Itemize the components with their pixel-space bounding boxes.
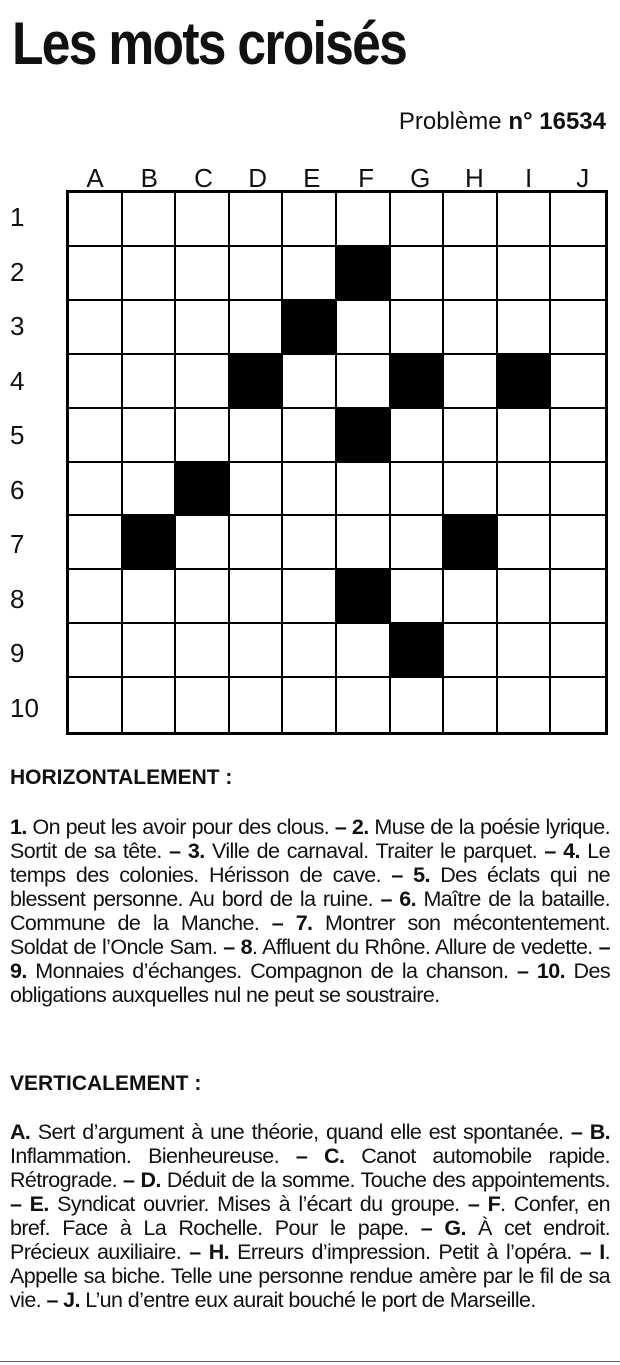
black-cell [283, 301, 337, 355]
grid-cell[interactable] [337, 463, 391, 517]
grid-cell[interactable] [551, 409, 605, 463]
grid-cell[interactable] [69, 624, 123, 678]
black-cell [123, 516, 177, 570]
grid-cell[interactable] [123, 570, 177, 624]
black-cell [498, 355, 552, 409]
grid-cell[interactable] [444, 678, 498, 732]
grid-cell[interactable] [69, 193, 123, 247]
clue-text: Erreurs d’impression. Petit à l’opéra. [229, 1240, 580, 1264]
black-cell [337, 570, 391, 624]
grid-cell[interactable] [176, 678, 230, 732]
clue-text: Des obligations auxquelles nul ne peut se soustraire. [10, 959, 610, 1007]
row-label: 4 [10, 365, 25, 396]
grid-cell[interactable] [123, 247, 177, 301]
grid-cell[interactable] [230, 624, 284, 678]
grid-cell[interactable] [176, 301, 230, 355]
horizontal-heading: HORIZONTALEMENT : [10, 766, 233, 789]
grid-cell[interactable] [498, 678, 552, 732]
clue-number: – J. [46, 1288, 80, 1312]
grid-cell[interactable] [283, 516, 337, 570]
grid-cell[interactable] [337, 624, 391, 678]
clue-number: – 4. [544, 839, 580, 863]
black-cell [176, 463, 230, 517]
clue-text: À cet endroit. Précieux auxiliaire. [10, 1216, 611, 1264]
grid-cell[interactable] [230, 516, 284, 570]
row-labels [10, 190, 60, 735]
grid-cell[interactable] [444, 193, 498, 247]
clue-text: . Appelle sa biche. Telle une personne rendue amère par le fil de sa vie. [10, 1240, 610, 1312]
clue [10, 815, 335, 839]
grid-cell[interactable] [551, 678, 605, 732]
grid-cell[interactable] [444, 463, 498, 517]
clue-number: – 7. [271, 911, 313, 935]
clue-text: Muse de la poésie lyrique. Sortit de sa tête. [10, 815, 611, 863]
column-label: D [248, 163, 268, 193]
clue [10, 1192, 468, 1216]
grid-cell[interactable] [176, 247, 230, 301]
column-label: C [194, 163, 213, 193]
grid-cell[interactable] [498, 409, 552, 463]
clue-number: – 5. [391, 863, 430, 887]
clue-number: – 6. [380, 887, 417, 911]
grid-cell[interactable] [444, 624, 498, 678]
grid-cell[interactable] [391, 301, 445, 355]
grid-cell[interactable] [123, 301, 177, 355]
row-label: 10 [10, 692, 39, 723]
grid-cell[interactable] [123, 624, 177, 678]
clue [223, 935, 598, 959]
grid-cell[interactable] [283, 624, 337, 678]
clue-text: Ville de carnaval. Traiter le parquet. [204, 839, 545, 863]
grid-cell[interactable] [444, 355, 498, 409]
grid-cell[interactable] [283, 678, 337, 732]
clue [46, 1288, 535, 1312]
clue-text: Syndicat ouvrier. Mises à l’écart du groupe. [48, 1192, 468, 1216]
grid-cell[interactable] [69, 463, 123, 517]
black-cell [391, 355, 445, 409]
clue-number: – G. [420, 1216, 466, 1240]
clue-text: Inflammation. Bienheureuse. [10, 1144, 296, 1168]
grid-cell[interactable] [444, 301, 498, 355]
clue-number: – E. [10, 1192, 49, 1216]
grid-cell[interactable] [123, 355, 177, 409]
row-label: 8 [10, 583, 25, 614]
grid-cell[interactable] [551, 516, 605, 570]
grid-cell[interactable] [444, 247, 498, 301]
clue-text: . Confer, en bref. Face à La Rochelle. Pour le pape. [10, 1192, 610, 1240]
grid-cell[interactable] [391, 570, 445, 624]
clue-text: Des éclats qui ne blessent personne. Au bord de la ruine. [10, 863, 610, 911]
grid-cell[interactable] [498, 463, 552, 517]
grid-cell[interactable] [230, 247, 284, 301]
grid-cell[interactable] [69, 247, 123, 301]
black-cell [391, 624, 445, 678]
column-label: A [86, 163, 104, 193]
row-label: 9 [10, 638, 25, 668]
clue-number: – B. [570, 1120, 610, 1144]
row-label: 3 [10, 311, 25, 341]
row-label: 2 [10, 256, 25, 287]
black-cell [230, 355, 284, 409]
grid-cell[interactable] [283, 193, 337, 247]
grid-cell[interactable] [230, 301, 284, 355]
grid-cell[interactable] [498, 624, 552, 678]
grid-cell[interactable] [391, 247, 445, 301]
clue [10, 1120, 571, 1144]
grid-cell[interactable] [230, 570, 284, 624]
clue-text: Montrer son mécontentement. Soldat de l’Oncle Sam. [10, 911, 611, 959]
column-label: B [140, 163, 158, 193]
grid-cell[interactable] [337, 678, 391, 732]
column-label: I [524, 163, 533, 193]
grid-cell[interactable] [123, 678, 177, 732]
clue-text: L’un d’entre eux aurait bouché le port de Marseille. [79, 1288, 536, 1312]
row-label: 5 [10, 420, 25, 450]
grid-cell[interactable] [69, 516, 123, 570]
row-label: 1 [10, 202, 25, 232]
grid-cell[interactable] [176, 624, 230, 678]
clue-number: – 2. [334, 815, 369, 839]
grid-cell[interactable] [230, 463, 284, 517]
clue-text: Monnaies d’échanges. Compagnon de la chanson. [26, 959, 517, 983]
grid-cell[interactable] [283, 570, 337, 624]
clue-number: – F [467, 1192, 501, 1216]
grid-cell[interactable] [176, 409, 230, 463]
grid-cell[interactable] [444, 409, 498, 463]
grid-cell[interactable] [337, 516, 391, 570]
vertical-heading: VERTICALEMENT : [10, 1072, 202, 1095]
clue-text: Canot automobile rapide. Rétrograde. [10, 1144, 610, 1192]
grid-cell[interactable] [391, 516, 445, 570]
grid-cell[interactable] [230, 193, 284, 247]
column-label: F [358, 163, 374, 193]
problem-number [399, 108, 606, 136]
grid-cell[interactable] [551, 247, 605, 301]
grid-cell[interactable] [498, 193, 552, 247]
black-cell [337, 247, 391, 301]
grid-cell[interactable] [444, 570, 498, 624]
clue-number: A. [10, 1120, 31, 1144]
clue-number: – I [579, 1240, 605, 1264]
grid-cell[interactable] [123, 409, 177, 463]
clue [169, 839, 544, 863]
grid-cell[interactable] [69, 301, 123, 355]
horizontal-clues [10, 815, 610, 1007]
grid-cell[interactable] [283, 247, 337, 301]
clue [123, 1168, 610, 1192]
grid-cell[interactable] [498, 301, 552, 355]
grid-cell[interactable] [230, 678, 284, 732]
clue-number: – 9. [10, 935, 611, 983]
column-label: H [465, 163, 484, 193]
grid-cell[interactable] [283, 409, 337, 463]
grid-cell[interactable] [391, 463, 445, 517]
clue-number: 1. [10, 815, 27, 839]
bottom-divider [0, 1361, 620, 1362]
row-label: 7 [10, 529, 25, 559]
black-cell [337, 409, 391, 463]
grid-cell[interactable] [69, 570, 123, 624]
clue-text: Le temps des colonies. Hérisson de cave. [10, 839, 610, 887]
grid-cell[interactable] [337, 301, 391, 355]
grid-cell[interactable] [123, 193, 177, 247]
grid-cell[interactable] [176, 355, 230, 409]
clue-number: – H. [189, 1240, 229, 1264]
grid-cell[interactable] [337, 193, 391, 247]
crossword-grid [66, 190, 608, 735]
grid-cell[interactable] [391, 678, 445, 732]
grid-cell[interactable] [391, 409, 445, 463]
problem-label: Problème [398, 108, 502, 135]
grid-cell[interactable] [283, 355, 337, 409]
grid-cell[interactable] [498, 570, 552, 624]
clue-text: Déduit de la somme. Touche des appointements. [160, 1168, 611, 1192]
grid-cell[interactable] [337, 355, 391, 409]
clue-number: – C. [295, 1144, 345, 1168]
grid-cell[interactable] [69, 409, 123, 463]
grid-cell[interactable] [176, 193, 230, 247]
grid-cell[interactable] [551, 355, 605, 409]
column-label: E [303, 163, 321, 193]
clue-text: On peut les avoir pour des clous. [26, 815, 335, 839]
grid-cell[interactable] [230, 409, 284, 463]
page-title: Les mots croisés [12, 10, 407, 77]
black-cell [444, 516, 498, 570]
grid-cell[interactable] [551, 570, 605, 624]
clue [189, 1240, 580, 1264]
grid-cell[interactable] [283, 463, 337, 517]
vertical-clues [10, 1120, 610, 1312]
grid-cell[interactable] [69, 355, 123, 409]
grid-cell[interactable] [391, 193, 445, 247]
grid-cell[interactable] [69, 678, 123, 732]
grid-cell[interactable] [176, 570, 230, 624]
grid-cell[interactable] [498, 516, 552, 570]
clue-text: Sert d’argument à une théorie, quand elle est spontanée. [30, 1120, 571, 1144]
grid-cell[interactable] [551, 463, 605, 517]
column-labels [68, 163, 610, 193]
clue-number: – 10. [516, 959, 565, 983]
grid-cell[interactable] [176, 516, 230, 570]
clue-text: Maître de la bataille. Commune de la Manche. [10, 887, 611, 935]
clue-number: – 8 [223, 935, 252, 959]
grid-cell[interactable] [551, 301, 605, 355]
grid-cell[interactable] [123, 463, 177, 517]
problem-number-value: 16534 [539, 108, 606, 135]
row-label: 6 [10, 474, 25, 505]
clue-number: – 3. [169, 839, 205, 863]
clue-number: – D. [123, 1168, 161, 1192]
column-label: G [410, 163, 431, 193]
problem-number-prefix: n° [508, 108, 533, 135]
column-label: J [576, 163, 590, 193]
grid-cell[interactable] [551, 193, 605, 247]
grid-cell[interactable] [498, 247, 552, 301]
grid-cell[interactable] [551, 624, 605, 678]
clue-text: . Affluent du Rhône. Allure de vedette. [251, 935, 599, 959]
